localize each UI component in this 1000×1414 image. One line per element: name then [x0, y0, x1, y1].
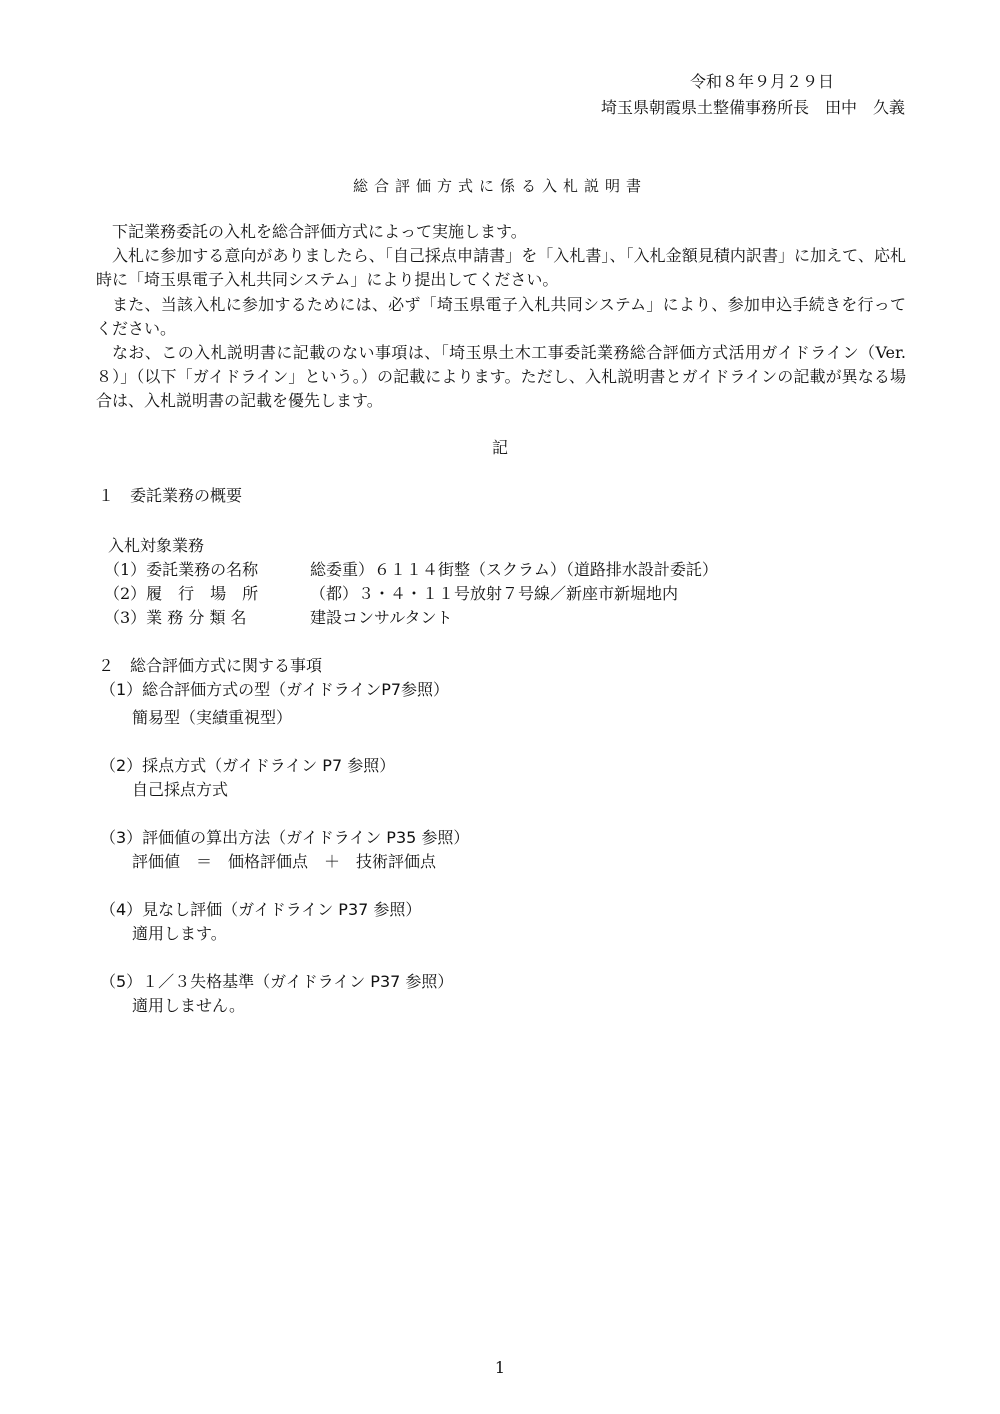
deemed-eval-body: 適用します。 — [132, 924, 227, 943]
issue-date: 令和８年９月２９日 — [690, 72, 835, 91]
intro-paragraph: なお、この入札説明書に記載のない事項は、「埼玉県土木工事委託業務総合評価方式活用ガイドライン（Ver.８）」（以下「ガイドライン」という。）の記載によります。ただし、入札説明書とガイドラインの記載が異なる場合は、入札説明書の記載を優先します。 — [96, 343, 906, 411]
category-label: （3）業 務 分 類 名 — [104, 608, 247, 627]
location-value: （都）３・４・１１号放射７号線／新座市新堀地内 — [310, 584, 679, 603]
deemed-eval-heading: （4）見なし評価（ガイドライン P37 参照） — [100, 900, 422, 919]
ki-heading: 記 — [491, 438, 508, 457]
scoring-body: 自己採点方式 — [132, 780, 229, 799]
eval-type-heading: （1）総合評価方式の型（ガイドラインP7参照） — [100, 680, 450, 699]
issuer-name: 埼玉県朝霞県土整備事務所長 田中 久義 — [600, 98, 905, 117]
intro-paragraph: 下記業務委託の入札を総合評価方式によって実施します。 — [112, 222, 527, 241]
subject-label: 入札対象業務 — [108, 536, 205, 555]
intro-paragraph: 入札に参加する意向がありましたら、「自己採点申請書」を「入札書」、「入札金額見積内訳書」に加えて、応札時に「埼玉県電子入札共同システム」により提出してください。 — [96, 246, 906, 290]
page-number: 1 — [494, 1358, 506, 1377]
document-title: 総合評価方式に係る入札説明書 — [352, 177, 647, 195]
calc-heading: （3）評価値の算出方法（ガイドライン P35 参照） — [100, 828, 470, 847]
task-name-value: 総委重）６１１４街整（スクラム）（道路排水設計委託） — [310, 560, 718, 579]
category-value: 建設コンサルタント — [310, 608, 453, 627]
scoring-heading: （2）採点方式（ガイドライン P7 参照） — [100, 756, 396, 775]
calc-body: 評価値 ＝ 価格評価点 ＋ 技術評価点 — [132, 852, 437, 871]
section2-title: ２ 総合評価方式に関する事項 — [98, 656, 323, 675]
intro-paragraph: また、当該入札に参加するためには、必ず「埼玉県電子入札共同システム」により、参加申込手続きを行ってください。 — [96, 294, 906, 338]
location-label: （2）履 行 場 所 — [104, 584, 259, 603]
disqualification-body: 適用しません。 — [132, 996, 245, 1015]
disqualification-heading: （5）１／３失格基準（ガイドライン P37 参照） — [100, 972, 454, 991]
section1-title: １ 委託業務の概要 — [98, 486, 243, 505]
eval-type-body: 簡易型（実績重視型） — [132, 708, 293, 727]
task-name-label: （1）委託業務の名称 — [104, 560, 259, 579]
intro-text — [96, 220, 906, 414]
